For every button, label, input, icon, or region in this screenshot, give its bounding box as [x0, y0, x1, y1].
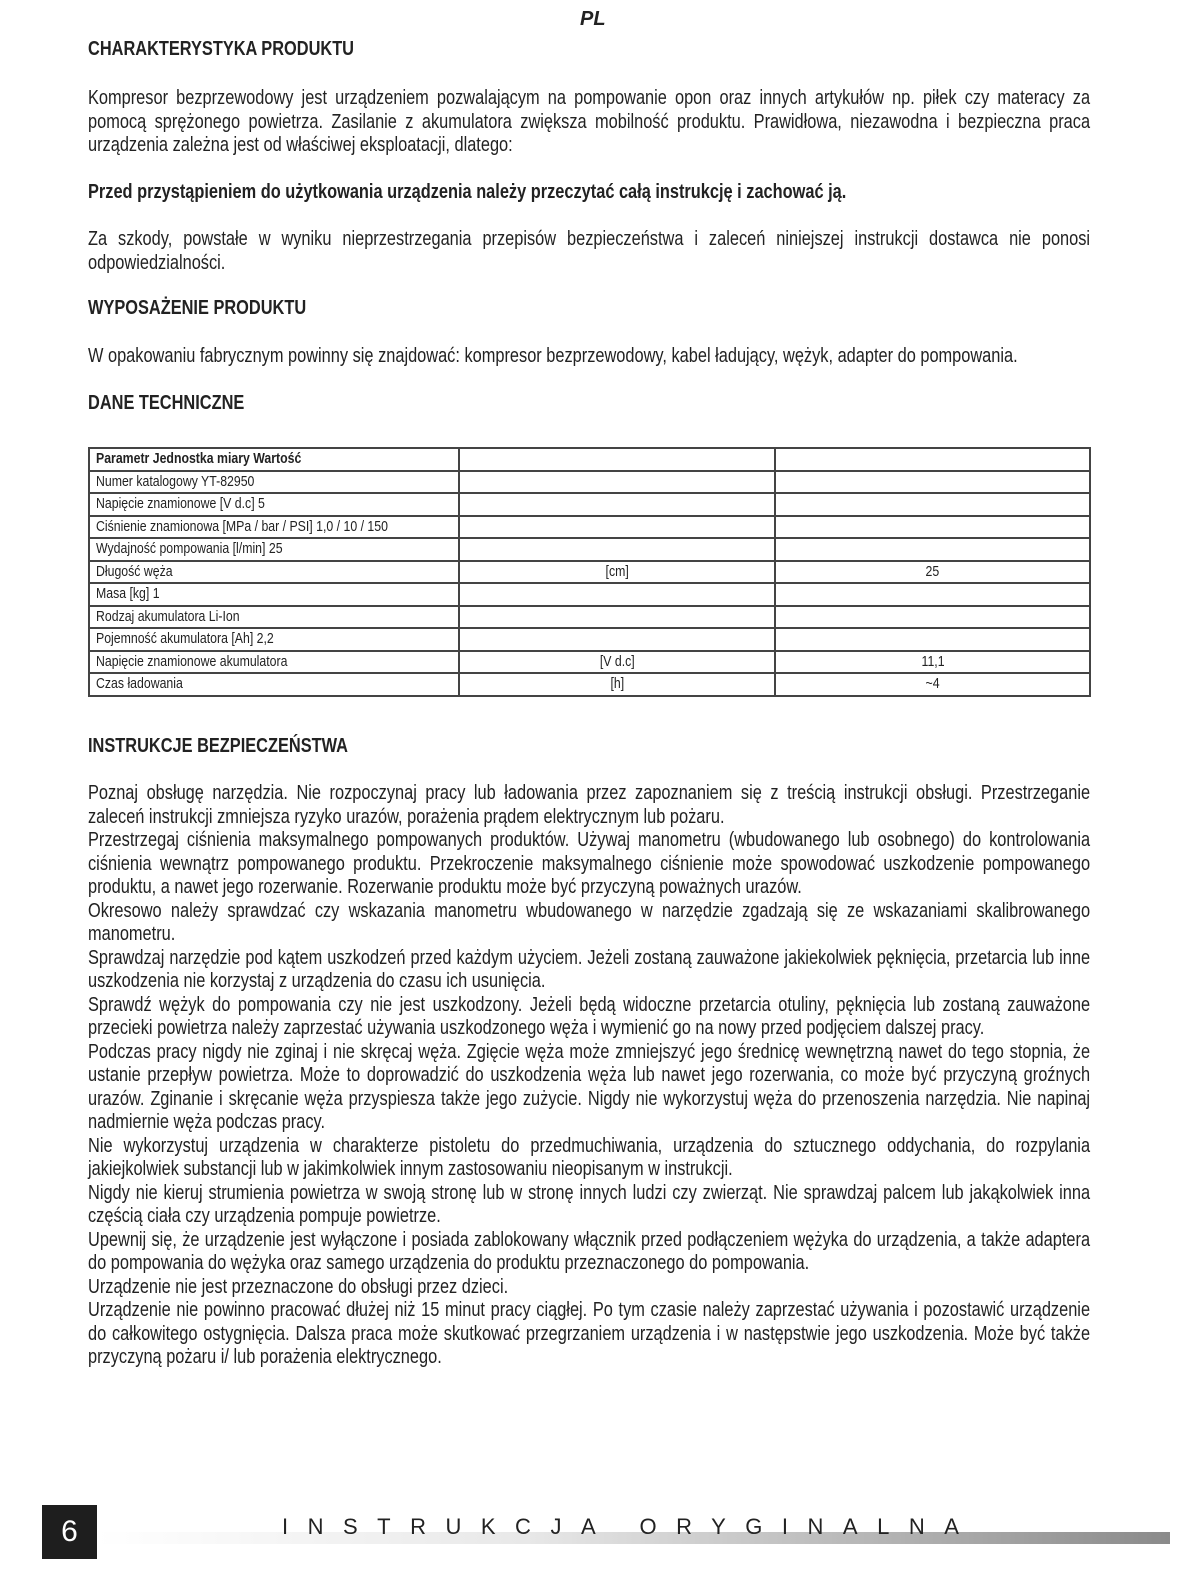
- table-cell: [459, 538, 775, 561]
- technical-data-table: [88, 447, 1091, 697]
- cell-text: Pojemność akumulatora [Ah] 2,2: [96, 630, 274, 648]
- table-cell: [89, 471, 459, 494]
- table-cell: [89, 673, 459, 696]
- characteristics-paragraph: Kompresor bezprzewodowy jest urządzeniem pozwalającym na pompowanie opon oraz innych artykułów np. piłek czy materacy za pomocą sprężonego powietrza. Zasilanie z akumulatora zwiększa mobilność produktu. Prawidłowa, niezawodna i bezpieczna praca urządzenia zależna jest od właściwej eksploatacji, dlatego:: [88, 87, 1091, 156]
- table-cell: [775, 471, 1090, 494]
- table-cell: [459, 561, 775, 584]
- safety-instructions: [88, 782, 1090, 1370]
- safety-paragraph: Podczas pracy nigdy nie zginaj i nie skręcaj węża. Zgięcie węża może zmniejszyć jego średnicę wewnętrzną nawet do tego stopnia, że ustanie przepływ powietrza. Może to doprowadzić do uszkodzenia węża lub nawet jego rozerwania, co może być przyczyną groźnych urazów. Zginanie i skręcanie węża przyspiesza także jego zużycie. Nigdy nie wykorzystuj węża do przenoszenia narzędzia. Nie napinaj nadmiernie węża podczas pracy.: [88, 1040, 1091, 1133]
- safety-paragraph: Sprawdź wężyk do pompowania czy nie jest uszkodzony. Jeżeli będą widoczne przetarcia otuliny, pęknięcia lub zostaną zauważone przecieki powietrza należy zaprzestać używania uszkodzonego węża i wymienić go na nowy przed podjęciem dalszej pracy.: [88, 993, 1091, 1039]
- cell-text: Napięcie znamionowe [V d.c] 5: [96, 495, 265, 513]
- safety-paragraph: Nie wykorzystuj urządzenia w charakterze pistoletu do przedmuchiwania, urządzenia do sztucznego oddychania, do rozpylania jakiejkolwiek substancji lub w jakimkolwiek innym zastosowaniu nieopisanym w instrukcji.: [88, 1134, 1091, 1180]
- table-cell: [459, 673, 775, 696]
- table-cell: [459, 651, 775, 674]
- table-cell: [89, 538, 459, 561]
- table-row: [89, 471, 1090, 494]
- safety-paragraph: Okresowo należy sprawdzać czy wskazania manometru wbudowanego w narzędzie zgadzają się ze wskazaniami skalibrowanego manometru.: [88, 899, 1091, 945]
- cell-text: Długość węża: [96, 562, 173, 580]
- table-cell: [459, 448, 775, 471]
- table-cell: [775, 606, 1090, 629]
- safety-paragraph: Sprawdzaj narzędzie pod kątem uszkodzeń przed każdym użyciem. Jeżeli zostaną zauważone jakiekolwiek pęknięcia, przetarcia lub inne uszkodzenia nie korzystaj z urządzenia do czasu ich usunięcia.: [88, 946, 1091, 992]
- cell-text: Masa [kg] 1: [96, 585, 160, 603]
- equipment-paragraph: W opakowaniu fabrycznym powinny się znajdować: kompresor bezprzewodowy, kabel ładujący, wężyk, adapter do pompowania.: [88, 345, 1018, 367]
- table-cell: [459, 583, 775, 606]
- table-cell: [89, 628, 459, 651]
- footer-label: INSTRUKCJA ORYGINALNA: [282, 1514, 979, 1539]
- cell-text: Rodzaj akumulatora Li-Ion: [96, 607, 240, 625]
- cell-text: Napięcie znamionowe akumulatora: [96, 652, 288, 670]
- table-cell: [775, 561, 1090, 584]
- cell-text: Wydajność pompowania [l/min] 25: [96, 540, 283, 558]
- table-cell: [775, 628, 1090, 651]
- table-row: [89, 493, 1090, 516]
- table-row: [89, 516, 1090, 539]
- table-cell: [775, 583, 1090, 606]
- table-row: [89, 628, 1090, 651]
- language-label: PL: [580, 8, 606, 30]
- safety-paragraph: Urządzenie nie jest przeznaczone do obsługi przez dzieci.: [88, 1275, 509, 1298]
- table-cell: [775, 651, 1090, 674]
- table-row: [89, 651, 1090, 674]
- cell-text: Numer katalogowy YT-82950: [96, 472, 255, 490]
- table-cell: [89, 561, 459, 584]
- cell-text: [cm]: [605, 562, 629, 580]
- table-row: [89, 538, 1090, 561]
- cell-text: [V d.c]: [599, 652, 635, 670]
- table-row: [89, 448, 1090, 471]
- table-cell: [775, 516, 1090, 539]
- table-cell: [89, 448, 459, 471]
- table-cell: [775, 448, 1090, 471]
- table-row: [89, 583, 1090, 606]
- table-cell: [775, 493, 1090, 516]
- safety-paragraph: Urządzenie nie powinno pracować dłużej niż 15 minut pracy ciągłej. Po tym czasie należy zaprzestać używania i pozostawić urządzenie do całkowitego ostygnięcia. Dalsza praca może skutkować przegrzaniem urządzenia i w następstwie jego uszkodzenia. Może być także przyczyną pożaru i/ lub porażenia elektrycznego.: [88, 1299, 1091, 1368]
- page-number: 6: [42, 1505, 97, 1559]
- cell-text: Ciśnienie znamionowa [MPa / bar / PSI] 1,0 / 10 / 150: [96, 517, 388, 535]
- cell-text: 25: [925, 562, 940, 580]
- table-cell: [89, 606, 459, 629]
- safety-paragraph: Przestrzegaj ciśnienia maksymalnego pompowanych produktów. Używaj manometru (wbudowanego lub osobnego) do kontrolowania ciśnienia wewnątrz pompowanego produktu. Przekroczenie maksymalnego ciśnienie może spowodować uszkodzenie pompowanego produktu, a nawet jego rozerwanie. Rozerwanie produktu może być przyczyną poważnych urazów.: [88, 829, 1091, 898]
- section-title-safety: INSTRUKCJE BEZPIECZEŃSTWA: [88, 735, 348, 757]
- table-cell: [459, 493, 775, 516]
- table-cell: [459, 516, 775, 539]
- section-title-equipment: WYPOSAŻENIE PRODUKTU: [88, 297, 307, 319]
- table-row: [89, 561, 1090, 584]
- table-cell: [775, 538, 1090, 561]
- cell-text: ~4: [925, 675, 940, 693]
- safety-paragraph: Poznaj obsługę narzędzia. Nie rozpoczynaj pracy lub ładowania przez zapoznaniem się z treścią instrukcji obsługi. Przestrzeganie zaleceń instrukcji zmniejsza ryzyko urazów, porażenia prądem elektrycznym lub pożaru.: [88, 782, 1091, 828]
- table-cell: [89, 583, 459, 606]
- cell-text: Czas ładowania: [96, 675, 183, 693]
- table-cell: [459, 471, 775, 494]
- liability-paragraph: Za szkody, powstałe w wyniku nieprzestrzegania przepisów bezpieczeństwa i zaleceń niniejszej instrukcji dostawca nie ponosi odpowiedzialności.: [88, 228, 1091, 274]
- safety-paragraph: Upewnij się, że urządzenie jest wyłączone i posiada zablokowany włącznik przed podłączeniem wężyka do urządzenia, a także adaptera do pompowania do wężyka oraz samego urządzenia do produktu przeznaczonego do pompowania.: [88, 1228, 1091, 1274]
- table-cell: [775, 673, 1090, 696]
- table-cell: [89, 651, 459, 674]
- section-title-technical-data: DANE TECHNICZNE: [88, 392, 245, 414]
- table-cell: [89, 516, 459, 539]
- table-row: [89, 606, 1090, 629]
- cell-text: Parametr Jednostka miary Wartość: [96, 450, 302, 468]
- safety-paragraph: Nigdy nie kieruj strumienia powietrza w swoją stronę lub w stronę innych ludzi czy zwierząt. Nie sprawdzaj palcem lub jakąkolwiek inna częścią ciała czy urządzenia pompuje powietrze.: [88, 1181, 1091, 1227]
- cell-text: 11,1: [921, 652, 945, 670]
- warning-read-manual: Przed przystąpieniem do użytkowania urządzenia należy przeczytać całą instrukcję i zachować ją.: [88, 181, 847, 203]
- table-cell: [89, 493, 459, 516]
- table-row: [89, 673, 1090, 696]
- table-cell: [459, 606, 775, 629]
- cell-text: [h]: [610, 675, 624, 693]
- table-cell: [459, 628, 775, 651]
- section-title-characteristics: CHARAKTERYSTYKA PRODUKTU: [88, 38, 355, 60]
